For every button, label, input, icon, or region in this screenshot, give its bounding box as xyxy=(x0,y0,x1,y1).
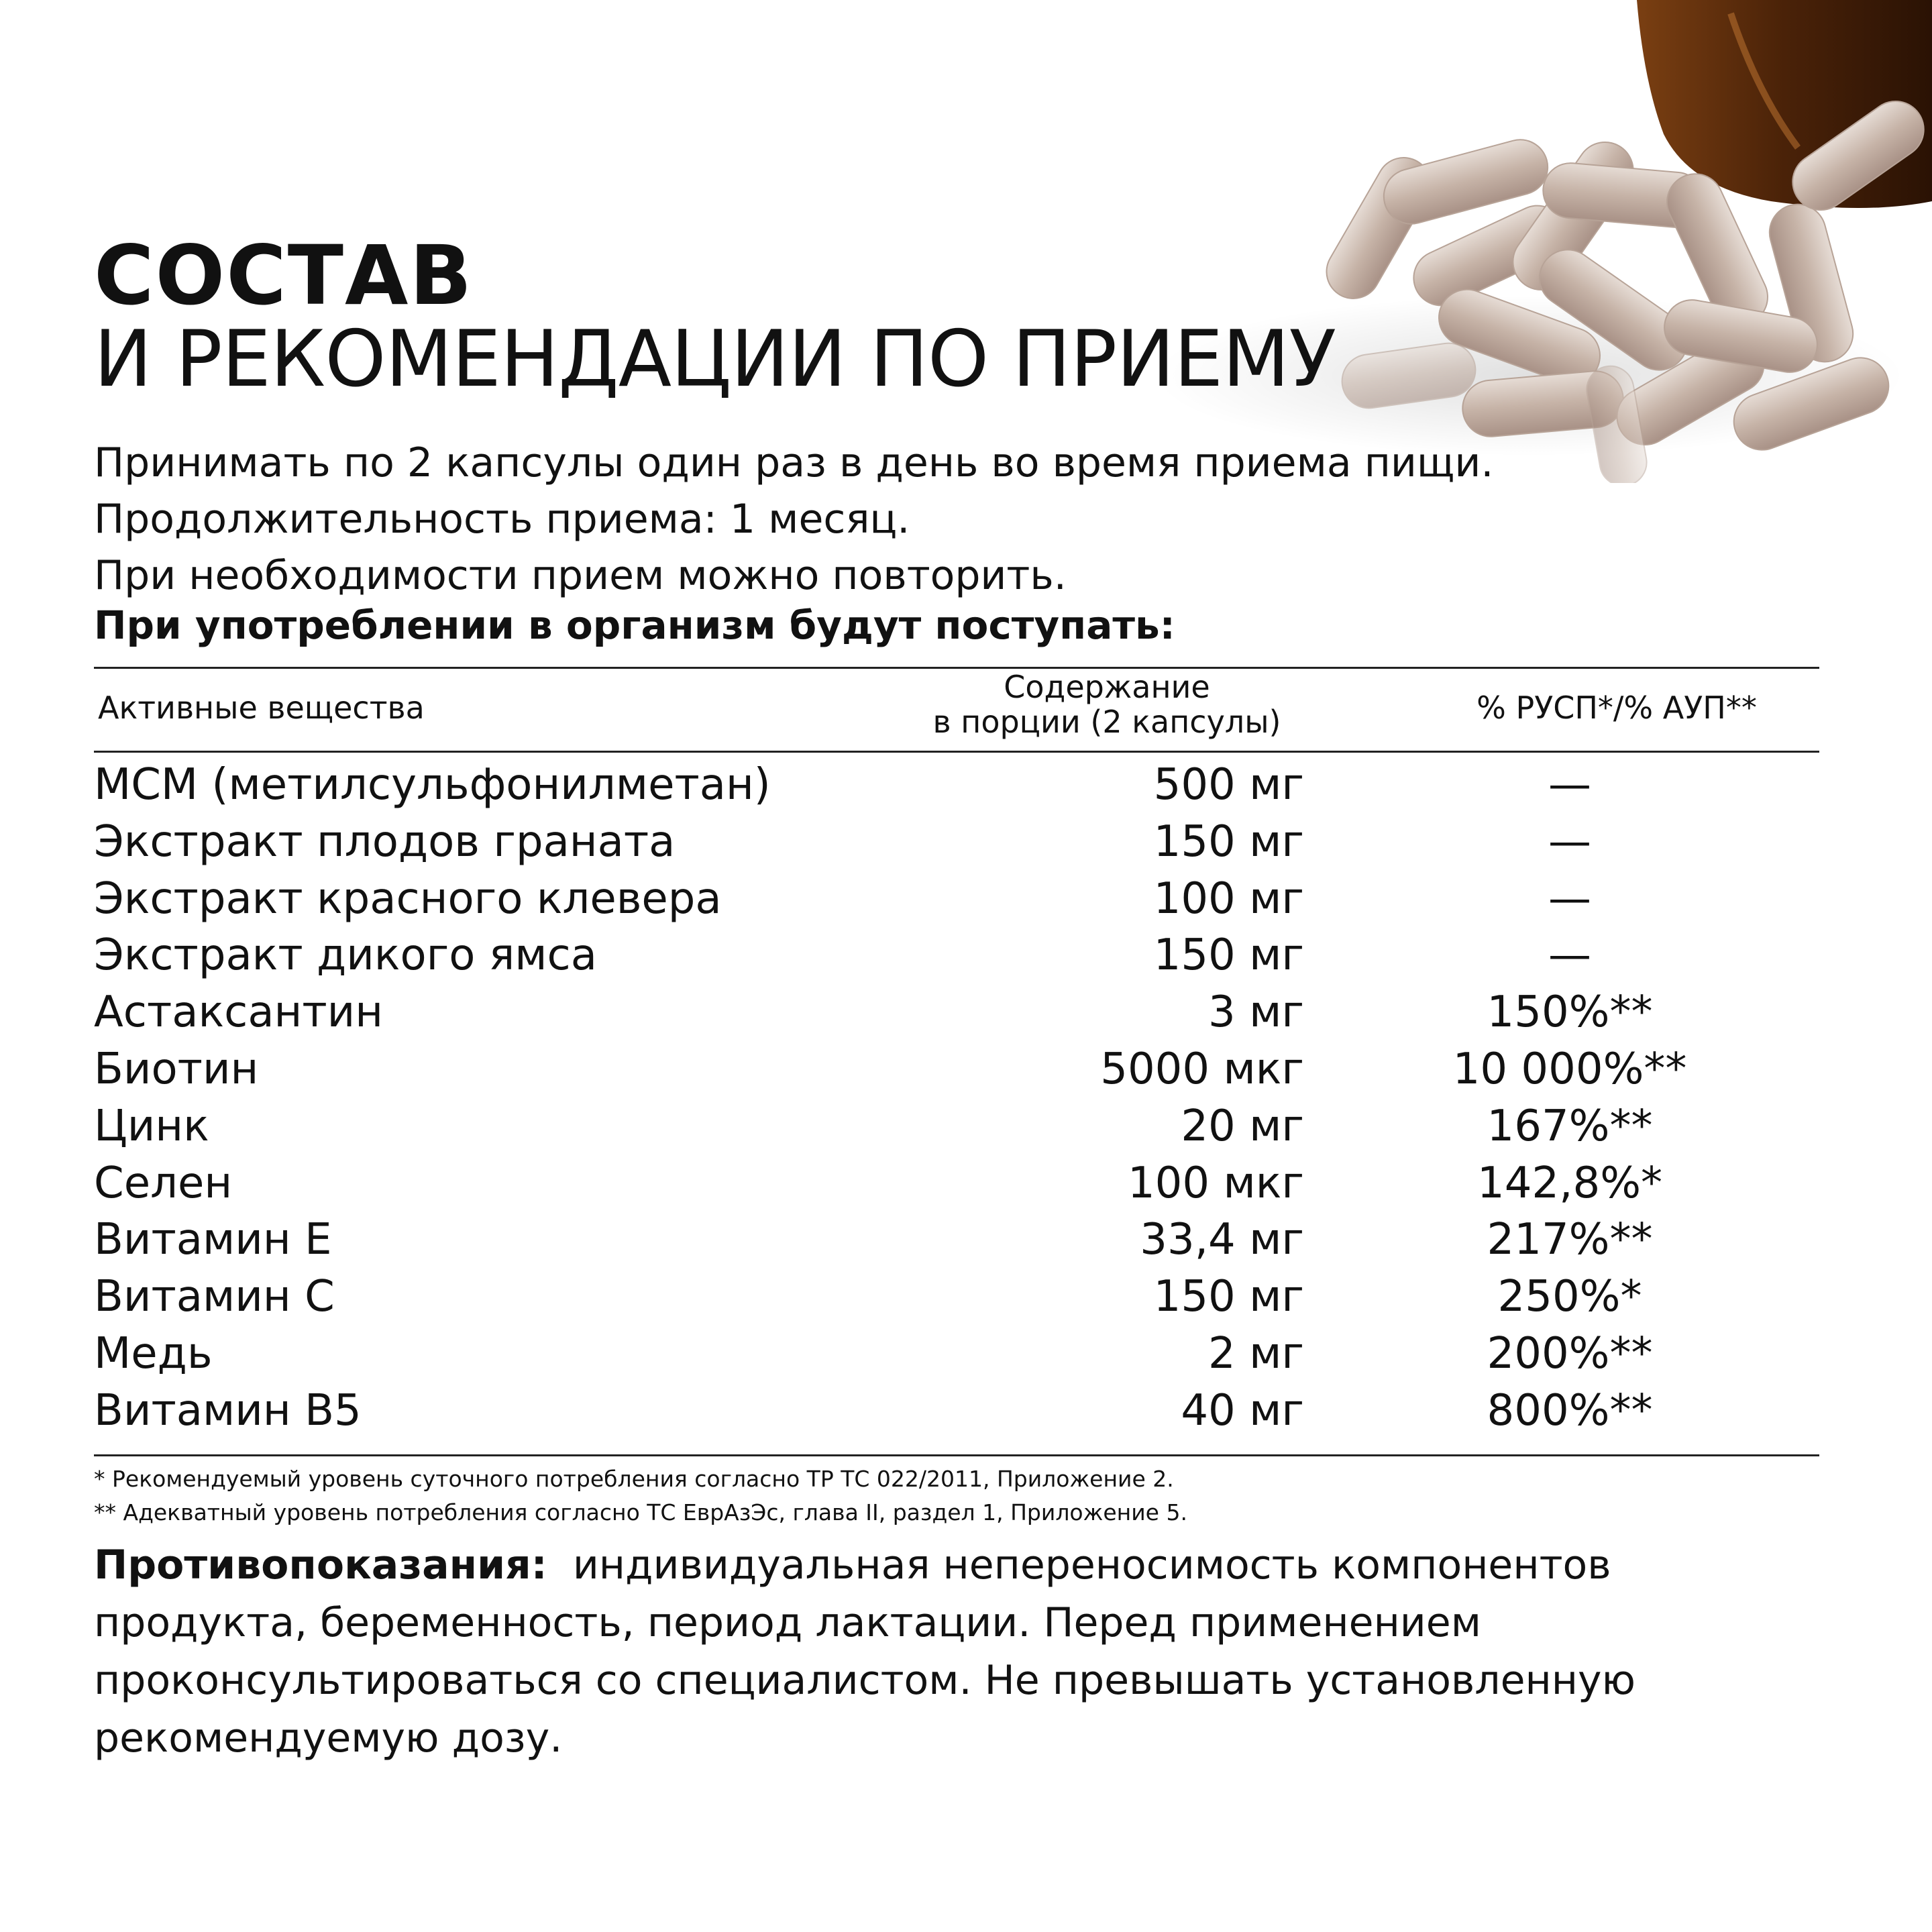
contraindications-line xyxy=(94,1536,1811,1594)
intro-line: Продолжительность приема: 1 месяц. xyxy=(94,496,910,543)
substance-amount: 40 мг xyxy=(1181,1385,1304,1436)
table-body xyxy=(94,757,1819,1440)
substance-name: Цинк xyxy=(94,1101,209,1151)
intro-line: Принимать по 2 капсулы один раз в день во время приема пищи. xyxy=(94,439,1494,486)
substance-percent: 217%** xyxy=(1487,1215,1653,1265)
substance-amount: 5000 мкг xyxy=(1100,1044,1304,1094)
table-bottom-rule xyxy=(94,1454,1819,1456)
page-subtitle: И РЕКОМЕНДАЦИИ ПО ПРИЕМУ xyxy=(94,314,1336,405)
table-row xyxy=(94,1383,1819,1440)
substance-percent: 142,8%* xyxy=(1477,1158,1663,1208)
capsules-photo xyxy=(1060,0,1932,483)
dosage-instructions xyxy=(94,435,1494,604)
table-row xyxy=(94,1269,1819,1326)
substance-percent: — xyxy=(1548,930,1591,981)
substance-name: Экстракт плодов граната xyxy=(94,816,676,867)
substance-amount: 3 мг xyxy=(1208,987,1304,1038)
table-row xyxy=(94,1098,1819,1155)
header-amount xyxy=(919,669,1295,739)
table-row xyxy=(94,927,1819,984)
page-title: СОСТАВ xyxy=(94,228,474,323)
substance-name: Медь xyxy=(94,1328,213,1379)
substance-name: Витамин В5 xyxy=(94,1385,362,1436)
intro-line: При необходимости прием можно повторить. xyxy=(94,552,1067,599)
footnote: * Рекомендуемый уровень суточного потребления согласно ТР ТС 022/2011, Приложение 2. xyxy=(94,1466,1174,1492)
table-row xyxy=(94,1326,1819,1383)
substance-amount: 2 мг xyxy=(1208,1328,1304,1379)
substance-amount: 20 мг xyxy=(1181,1101,1304,1151)
substance-percent: 150%** xyxy=(1487,987,1653,1038)
table-row xyxy=(94,1041,1819,1098)
substance-name: Экстракт красного клевера xyxy=(94,873,722,924)
header-percent: % РУСП*/% АУП** xyxy=(1477,690,1757,726)
substance-percent: — xyxy=(1548,873,1591,924)
substance-name: Витамин Е xyxy=(94,1215,332,1265)
substance-amount: 150 мг xyxy=(1153,816,1304,867)
substance-name: МСМ (метилсульфонилметан) xyxy=(94,760,771,810)
contraindications-text: индивидуальная непереносимость компонентов xyxy=(572,1542,1611,1589)
substance-amount: 100 мг xyxy=(1153,873,1304,924)
contraindications xyxy=(94,1536,1811,1767)
substance-percent: 800%** xyxy=(1487,1385,1653,1436)
substance-amount: 100 мкг xyxy=(1127,1158,1304,1208)
table-row xyxy=(94,1212,1819,1269)
contraindications-line: продукта, беременность, период лактации. Перед применением xyxy=(94,1599,1481,1646)
footnote: ** Адекватный уровень потребления согласно ТС ЕврАзЭс, глава II, раздел 1, Приложение 5. xyxy=(94,1499,1187,1525)
substance-name: Астаксантин xyxy=(94,987,384,1038)
substance-name: Биотин xyxy=(94,1044,259,1094)
header-amount-line1: Содержание xyxy=(1004,669,1210,705)
header-amount-line2: в порции (2 капсулы) xyxy=(932,704,1281,740)
substance-name: Витамин С xyxy=(94,1272,335,1322)
contraindications-line: рекомендуемую дозу. xyxy=(94,1715,563,1762)
table-top-rule xyxy=(94,667,1819,669)
table-header xyxy=(94,669,1819,750)
substance-percent: 250%* xyxy=(1497,1272,1642,1322)
table-row xyxy=(94,871,1819,928)
substance-name: Селен xyxy=(94,1158,233,1208)
substance-percent: — xyxy=(1548,760,1591,810)
contraindications-label: Противопоказания: xyxy=(94,1542,547,1589)
intake-heading: При употреблении в организм будут поступать: xyxy=(94,602,1175,648)
substance-percent: 200%** xyxy=(1487,1328,1653,1379)
substance-amount: 33,4 мг xyxy=(1140,1215,1304,1265)
header-active-substances: Активные вещества xyxy=(98,690,425,726)
footnotes xyxy=(94,1462,1187,1529)
substance-name: Экстракт дикого ямса xyxy=(94,930,597,981)
table-row xyxy=(94,814,1819,871)
contraindications-line: проконсультироваться со специалистом. Не превышать установленную xyxy=(94,1657,1636,1704)
table-row xyxy=(94,757,1819,814)
substance-amount: 500 мг xyxy=(1153,760,1304,810)
substance-percent: 167%** xyxy=(1487,1101,1653,1151)
table-row xyxy=(94,1155,1819,1212)
table-header-rule xyxy=(94,751,1819,753)
substance-amount: 150 мг xyxy=(1153,930,1304,981)
substance-amount: 150 мг xyxy=(1153,1272,1304,1322)
table-row xyxy=(94,984,1819,1041)
substance-percent: 10 000%** xyxy=(1452,1044,1687,1094)
substance-percent: — xyxy=(1548,816,1591,867)
